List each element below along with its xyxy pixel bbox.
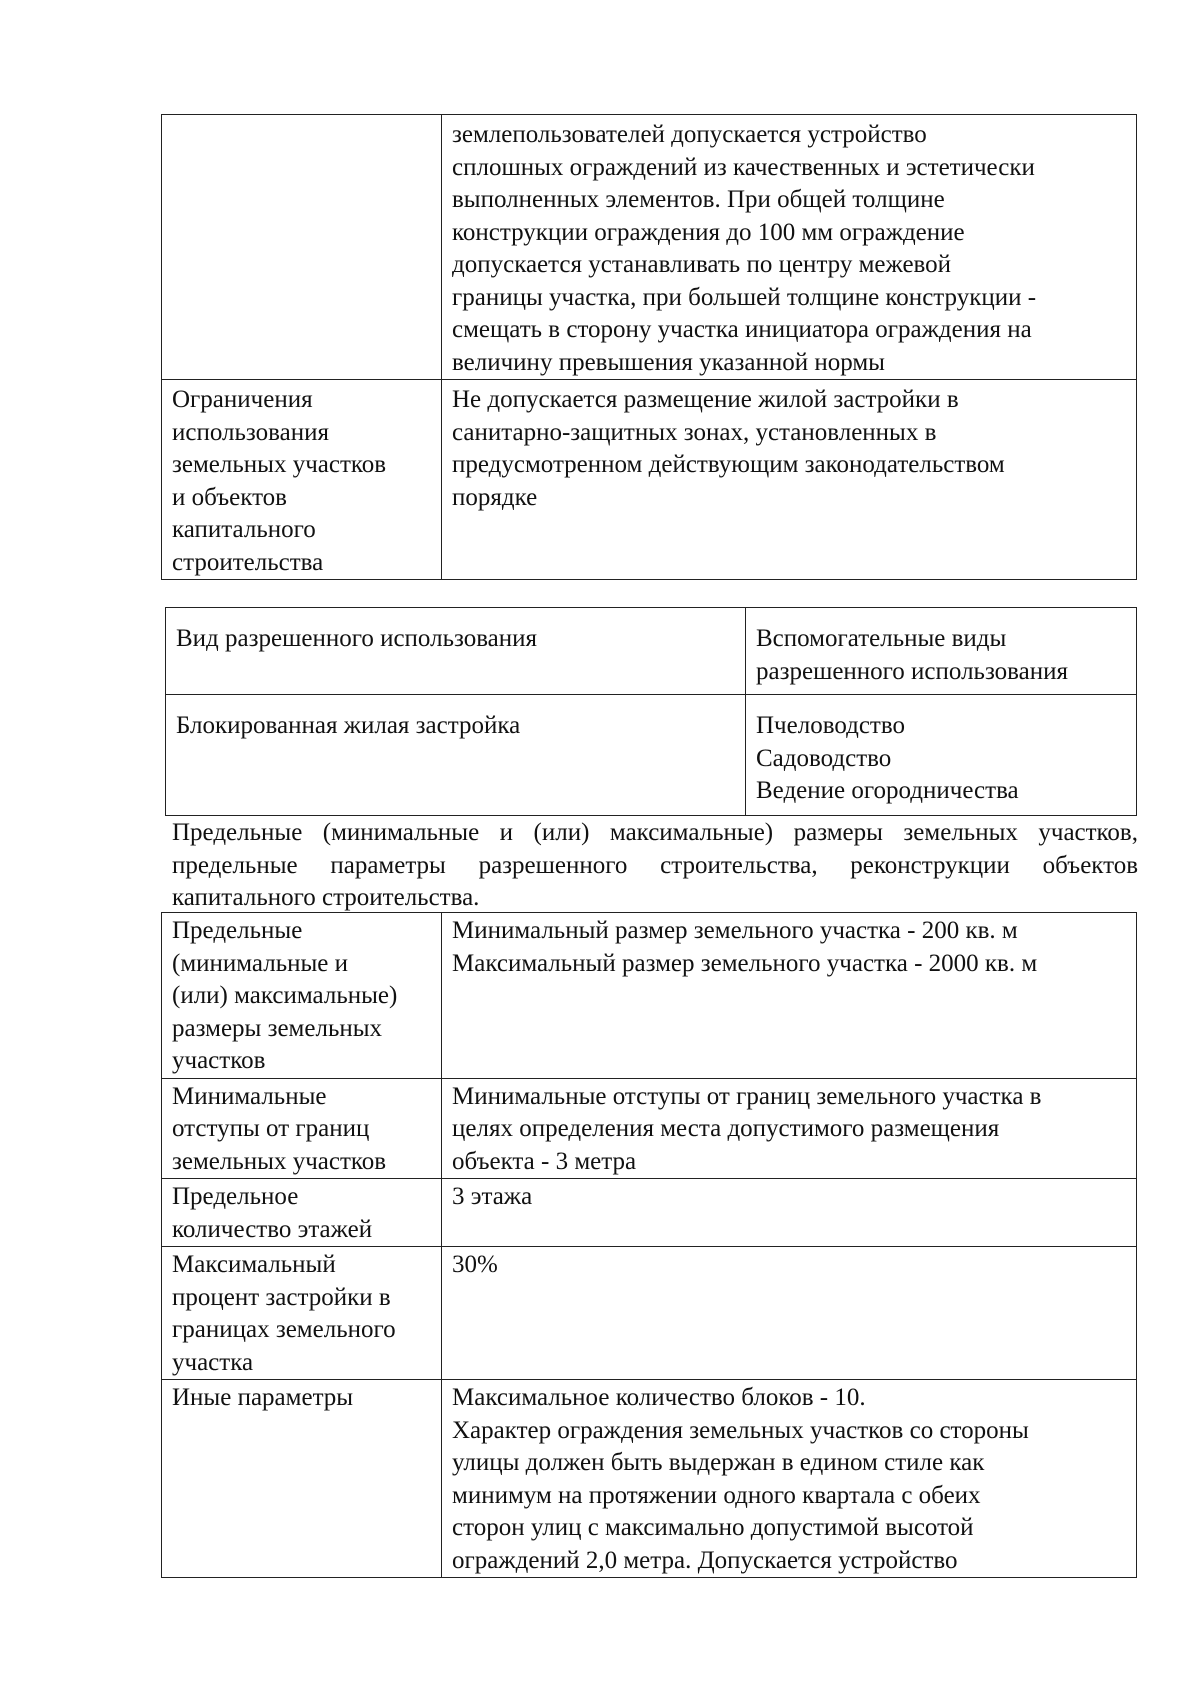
table-row [162,115,1137,380]
main-use-cell: Блокированная жилая застройка [166,695,746,816]
parameter-label-cell: Максимальный процент застройки в границах земельного участка [162,1247,442,1380]
parameter-value-cell: Максимальное количество блоков - 10. Характер ограждения земельных участков со стороны улицы должен быть выдержан в едином стиле как минимум на протяжении одного квартала с обеих сторон улиц с максимально допустимой высотой ограждений 2,0 метра. Допускается устройство [442,1380,1137,1578]
parameters-table [161,912,1137,1578]
table-row [162,1247,1137,1380]
table-row [162,380,1137,580]
table-row [162,1179,1137,1247]
parameter-label-cell: Предельные (минимальные и (или) максимальные) размеры земельных участков [162,913,442,1079]
table-row [162,1078,1137,1179]
parameter-label-cell: Иные параметры [162,1380,442,1578]
auxiliary-uses-cell: Пчеловодство Садоводство Ведение огородничества [746,695,1137,816]
parameter-value-cell: Минимальный размер земельного участка - 200 кв. м Максимальный размер земельного участка - 2000 кв. м [442,913,1137,1079]
restrictions-label-cell: Ограничения использования земельных участков и объектов капитального строительства [162,380,442,580]
table-row [162,1380,1137,1578]
restrictions-table [161,114,1137,580]
table-row [162,913,1137,1079]
header-auxiliary-use: Вспомогательные виды разрешенного использования [746,608,1137,695]
continued-text-cell: землепользователей допускается устройство сплошных ограждений из качественных и эстетически выполненных элементов. При общей толщине конструкции ограждения до 100 мм ограждение допускается устанавливать по центру межевой границы участка, при большей толщине конструкции - смещать в сторону участка инициатора ограждения на величину превышения указанной нормы [442,115,1137,380]
table-header-row [166,608,1137,695]
parameter-value-cell: 3 этажа [442,1179,1137,1247]
parameter-label-cell: Предельное количество этажей [162,1179,442,1247]
parameter-value-cell: 30% [442,1247,1137,1380]
restrictions-value-cell: Не допускается размещение жилой застройки в санитарно-защитных зонах, установленных в предусмотренном действующим законодательством порядке [442,380,1137,580]
parameter-label-cell: Минимальные отступы от границ земельных участков [162,1078,442,1179]
header-main-use: Вид разрешенного использования [166,608,746,695]
parameter-value-cell: Минимальные отступы от границ земельного участка в целях определения места допустимого размещения объекта - 3 метра [442,1078,1137,1179]
parameters-intro-paragraph: Предельные (минимальные и (или) максимальные) размеры земельных участков, предельные параметры разрешенного строительства, реконструкции объектов капитального строительства. [172,819,1138,911]
empty-label-cell [162,115,442,380]
table-row [166,695,1137,816]
use-types-table [165,607,1137,816]
